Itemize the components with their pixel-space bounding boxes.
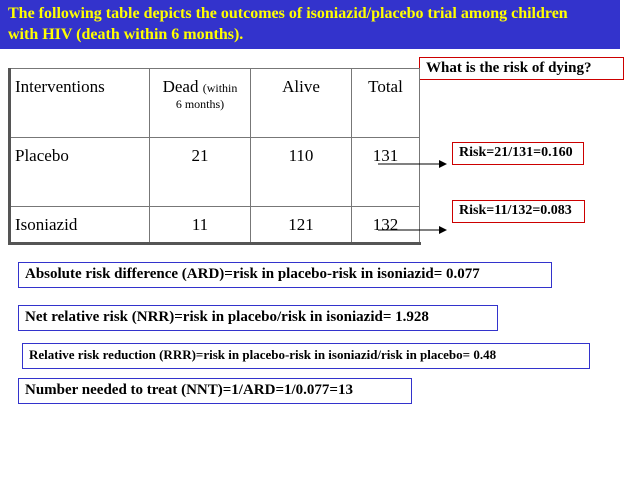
rrr-box: Relative risk reduction (RRR)=risk in placebo-risk in isoniazid/risk in placebo= 0.48 [22, 343, 590, 369]
row-placebo-total: 131 [352, 138, 420, 207]
banner-line-2: with HIV (death within 6 months). [8, 26, 244, 43]
row-placebo-intervention: Placebo [9, 138, 150, 207]
row-isoniazid-dead: 11 [150, 207, 251, 244]
banner-line-1: The following table depicts the outcomes of isoniazid/placebo trial among children [8, 5, 568, 22]
header-total: Total [352, 69, 420, 138]
header-dead-note-2: 6 months) [175, 97, 225, 111]
row-placebo-dead: 21 [150, 138, 251, 207]
row-placebo-alive: 110 [251, 138, 352, 207]
nnt-box: Number needed to treat (NNT)=1/ARD=1/0.077=13 [18, 378, 412, 404]
ard-box: Absolute risk difference (ARD)=risk in placebo-risk in isoniazid= 0.077 [18, 262, 552, 288]
header-dead-label: Dead [162, 77, 199, 96]
header-alive: Alive [251, 69, 352, 138]
risk-isoniazid-box: Risk=11/132=0.083 [452, 200, 585, 223]
header-interventions: Interventions [9, 69, 150, 138]
nrr-box: Net relative risk (NRR)=risk in placebo/risk in isoniazid= 1.928 [18, 305, 498, 331]
risk-placebo-box: Risk=21/131=0.160 [452, 142, 584, 165]
row-isoniazid-intervention: Isoniazid [9, 207, 150, 244]
header-dead-note: (within [202, 81, 238, 95]
question-box: What is the risk of dying? [419, 57, 624, 80]
row-isoniazid-alive: 121 [251, 207, 352, 244]
row-isoniazid-total: 132 [352, 207, 420, 244]
